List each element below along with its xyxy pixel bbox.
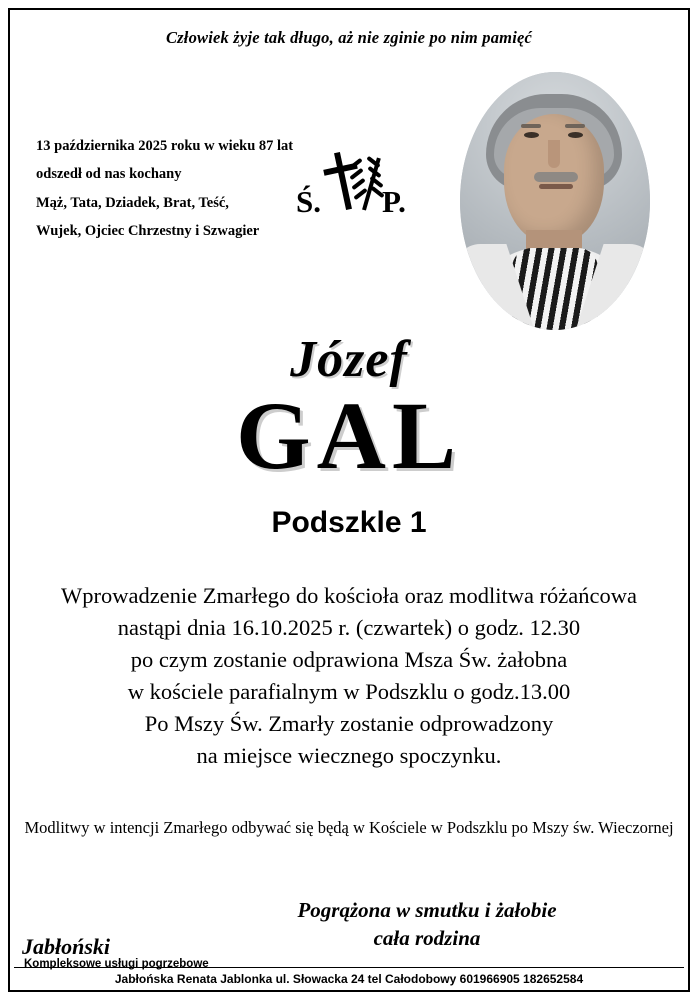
info-line-1: 13 października 2025 roku w wieku 87 lat	[36, 138, 294, 154]
portrait-brow-left	[521, 124, 541, 128]
family-line-1: Pogrążona w smutku i żałobie	[297, 898, 557, 922]
funeral-home-name: Jabłoński	[22, 934, 111, 959]
funeral-home-contact: Jabłońska Renata Jablonka ul. Słowacka 24 tel Całodobowy 601966905 182652584	[114, 972, 584, 986]
deceased-surname: GAL	[235, 382, 463, 489]
deceased-first-name: Józef	[290, 331, 408, 388]
ceremony-line-1: Wprowadzenie Zmarłego do kościoła oraz modlitwa różańcowa	[60, 583, 637, 608]
family-line-2: cała rodzina	[373, 926, 481, 951]
portrait-mouth	[539, 184, 573, 189]
funeral-home-services: Kompleksowe usługi pogrzebowe	[24, 958, 209, 970]
death-info-block	[36, 132, 336, 245]
portrait-brow-right	[565, 124, 585, 128]
info-line-2: odszedł od nas kochany	[36, 166, 182, 183]
deceased-place: Podszkle 1	[271, 506, 427, 539]
portrait-eye-right	[568, 132, 583, 138]
portrait-nose	[548, 140, 560, 168]
prayers-note: Modlitwy w intencji Zmarłego odbywać się będą w Kościele w Podszklu po Mszy św. Wieczornej	[24, 818, 674, 837]
ceremony-line-2: nastąpi dnia 16.10.2025 r. (czwartek) o godz. 12.30	[117, 614, 581, 640]
footer-divider	[14, 967, 684, 968]
deceased-portrait-photo	[460, 72, 650, 330]
portrait-mustache	[534, 172, 578, 182]
funeral-home-footer	[14, 934, 684, 988]
emblem-letter-s: Ś.	[296, 184, 321, 219]
ceremony-line-5: Po Mszy Św. Zmarły zostanie odprowadzony	[144, 710, 554, 736]
ceremony-line-3: po czym zostanie odprawiona Msza Św. żałobna	[130, 646, 568, 672]
info-line-3: Mąż, Tata, Dziadek, Brat, Teść,	[36, 194, 229, 211]
motto-text: Człowiek żyje tak długo, aż nie zginie po nim pamięć	[165, 28, 533, 47]
ceremony-line-4: w kościele parafialnym w Podszklu o godz.13.00	[127, 678, 571, 704]
ceremony-details	[24, 580, 674, 772]
ceremony-line-6: na miejsce wiecznego spoczynku.	[196, 742, 502, 768]
emblem-letter-p: P.	[382, 184, 406, 219]
portrait-eye-left	[524, 132, 539, 138]
palm-branch-icon	[348, 156, 386, 214]
info-line-4: Wujek, Ojciec Chrzestny i Szwagier	[36, 222, 260, 239]
swietej-pamieci-emblem	[296, 150, 416, 230]
